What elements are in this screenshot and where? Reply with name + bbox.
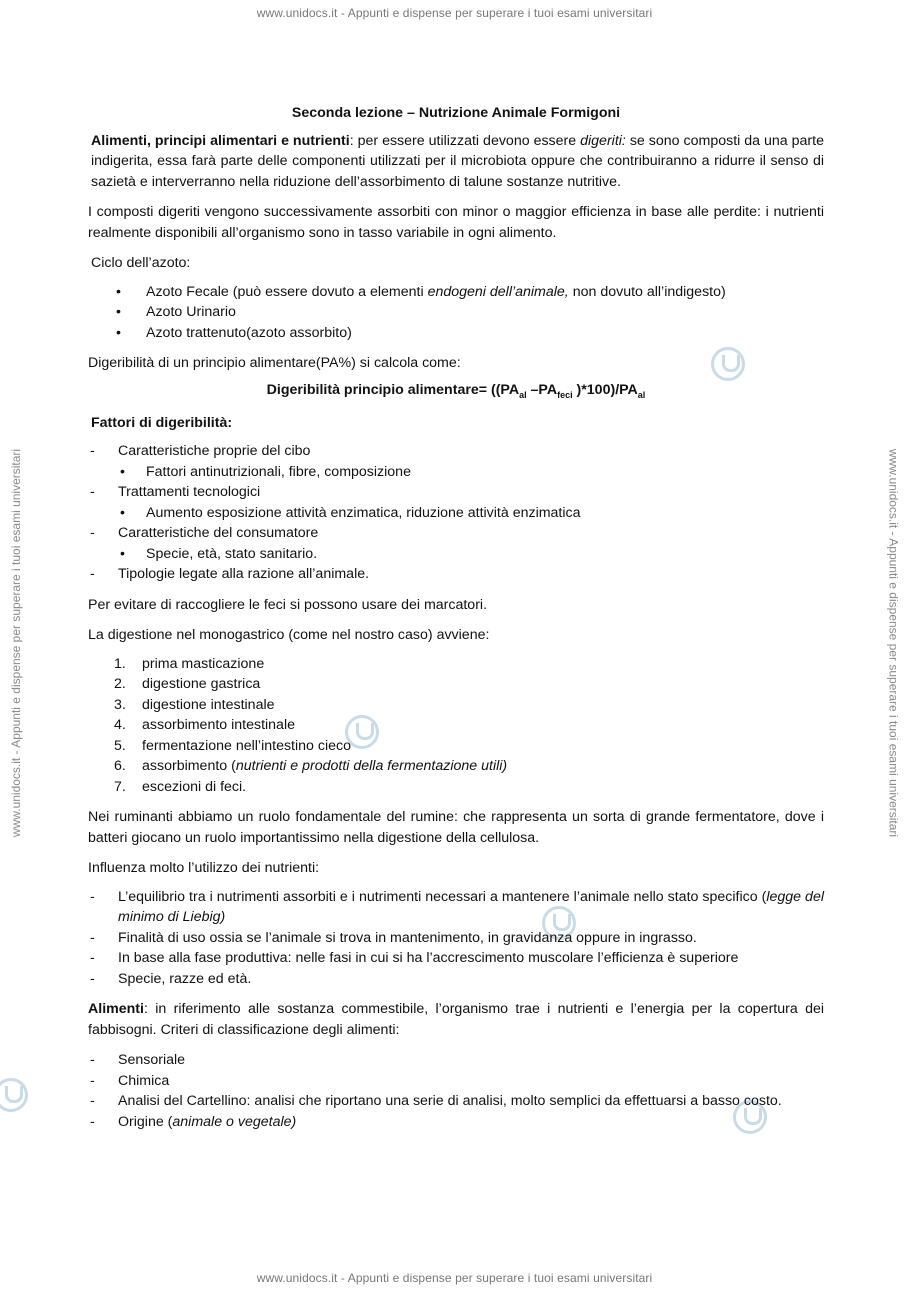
list-item: - Chimica — [88, 1071, 824, 1092]
nitrogen-list — [88, 282, 824, 344]
list-item: - In base alla fase produttiva: nelle fasi in cui si ha l’accrescimento muscolare l’efficienza è superiore — [88, 948, 824, 969]
ruminants-paragraph: Nei ruminanti abbiamo un ruolo fondamentale del rumine: che rappresenta un sorta di grande fermentatore, dove i batteri giocano un ruolo importantissimo nella digestione della cellulosa. — [88, 809, 824, 846]
watermark-logo-icon — [0, 1078, 28, 1112]
intro-paragraph: Alimenti, principi alimentari e nutrienti: per essere utilizzati devono essere digeriti: se sono composti da una parte indigerita, essa farà parte delle componenti utilizzati per il microbiota oppure che contribuiranno a ridurre il senso di sazietà e interverranno nella riduzione dell’assorbimento di talune sostanze nutritive. — [91, 132, 824, 190]
list-item: - Analisi del Cartellino: analisi che riportano una serie di analisi, molto semplici da effettuarsi a basso costo. — [88, 1091, 824, 1112]
list-item: - Specie, razze ed età. — [88, 969, 824, 990]
list-item: • Azoto trattenuto(azoto assorbito) — [116, 323, 824, 344]
monogastric-steps — [88, 654, 824, 798]
foods-paragraph: Alimenti: in riferimento alle sostanza commestibile, l’organismo trae i nutrienti e l’energia per la copertura dei fabbisogni. Criteri di classificazione degli alimenti: — [88, 1001, 824, 1038]
list-item: - Origine (animale o vegetale) — [88, 1112, 824, 1133]
foods-criteria-list — [88, 1050, 824, 1132]
list-item: - Tipologie legate alla razione all’animale. — [88, 564, 824, 585]
nitrogen-heading: Ciclo dell’azoto: — [91, 255, 191, 271]
monogastric-heading: La digestione nel monogastrico (come nel nostro caso) avviene: — [88, 627, 490, 644]
influence-heading: Influenza molto l’utilizzo dei nutrienti: — [88, 860, 320, 877]
list-item: • Azoto Fecale (può essere dovuto a elementi endogeni dell’animale, non dovuto all’indigesto) — [116, 282, 824, 303]
list-item: - Caratteristiche del consumatore • Specie, età, stato sanitario. — [88, 523, 824, 564]
digestibility-formula: Digeribilità principio alimentare= (($PA_{al}$ $-PA_{feci}$ )$*100)/PA_{al}$ — [266, 381, 646, 400]
list-item: - Trattamenti tecnologici • Aumento esposizione attività enzimatica, riduzione attività enzimatica — [88, 482, 824, 523]
list-item: 5. fermentazione nell’intestino cieco — [114, 737, 351, 754]
digestibility-intro: Digeribilità di un principio alimentare(PA%) si calcola come: — [88, 355, 461, 371]
list-item: 2. digestione gastrica — [114, 676, 261, 693]
list-item: 3. digestione intestinale — [114, 696, 275, 713]
absorption-paragraph: I composti digeriti vengono successivamente assorbiti con minor o maggior efficienza in base alle perdite: i nutrienti realmente disponibili all’organismo sono in tasso variabile in ogni alimento. — [88, 204, 824, 241]
factors-list — [88, 441, 824, 585]
list-item: - Sensoriale — [88, 1050, 824, 1071]
list-item: 6. assorbimento (nutrienti e prodotti della fermentazione utili) — [114, 758, 508, 775]
factors-heading: Fattori di digeribilità: — [91, 414, 233, 431]
list-item: 7. escezioni di feci. — [114, 778, 247, 795]
list-item: - L’equilibrio tra i nutrimenti assorbiti e i nutrimenti necessari a mantenere l’animale nello stato specifico (legge del minimo di Liebig) — [88, 887, 824, 928]
markers-paragraph: Per evitare di raccogliere le feci si possono usare dei marcatori. — [88, 596, 488, 613]
influence-list — [88, 887, 824, 990]
list-item: - Caratteristiche proprie del cibo • Fattori antinutrizionali, fibre, composizione — [88, 441, 824, 482]
page-title: Seconda lezione – Nutrizione Animale Formigoni — [291, 105, 621, 121]
list-item: 4. assorbimento intestinale — [114, 717, 295, 734]
list-item: • Azoto Urinario — [116, 302, 824, 323]
watermark-footer: www.unidocs.it - Appunti e dispense per superare i tuoi esami universitari — [256, 1271, 653, 1285]
list-item: - Finalità di uso ossia se l’animale si trova in mantenimento, in gravidanza oppure in ingrasso. — [88, 928, 824, 949]
document-page — [88, 103, 824, 1142]
watermark-header: www.unidocs.it - Appunti e dispense per superare i tuoi esami universitari — [256, 6, 653, 20]
list-item: 1. prima masticazione — [114, 655, 265, 672]
